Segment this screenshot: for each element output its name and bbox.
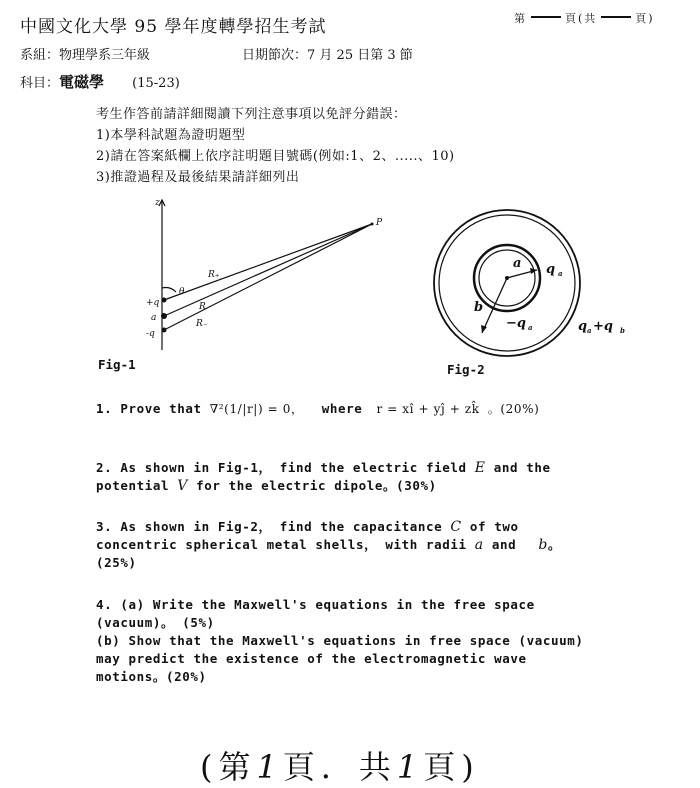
q2-potential: V — [177, 478, 188, 494]
fig1-r-label: R — [199, 302, 206, 312]
fig2-outer-q-plus: +q — [593, 319, 613, 334]
fig1-plus-charge — [162, 298, 167, 303]
fig1-minus-q-label: -q — [146, 329, 155, 339]
instruction-0: 考生作答前請詳細閱讀下列注意事項以免評分錯誤： — [96, 107, 407, 122]
question-3: 3. As shown in Fig-2， find the capacitance C of two concentric spherical metal shells， with radii a and b。 (25%) — [96, 519, 562, 570]
page-indicator: 第 頁(共 頁) — [514, 12, 655, 25]
fig2-a-label: a — [513, 256, 522, 271]
fig2-arrow-a — [530, 268, 537, 274]
instruction-1: 1)本學科試題為證明題型 — [96, 128, 246, 143]
question-4: 4. (a) Write the Maxwell's equations in the free space (vacuum)。 (5%) (b) Show that the Maxwell's equations in free space (vacuum) may predict the existence of the electromagnetic wave motions。(20%) — [96, 597, 584, 684]
fig1-theta-label: θ — [179, 287, 185, 297]
fig1-caption: Fig-1 — [98, 357, 136, 372]
fig2-center — [505, 276, 509, 280]
q1-laplacian: ∇²(1/|r|) = 0 — [209, 402, 291, 416]
fig2-arrow-b — [481, 325, 487, 333]
fig1-z-label: z — [155, 198, 160, 208]
fig1-point-p — [371, 223, 374, 226]
instruction-2: 2)請在答案紙欄上依序註明題目號碼(例如:1、2、.....、10) — [96, 149, 455, 164]
fig2-outer-q-sub1: a — [587, 326, 592, 335]
q1-position-vector: r = xî + yĵ + zk̂ — [376, 402, 480, 416]
fig1-theta-arc — [162, 288, 176, 293]
fig1-r-minus-label: R₋ — [196, 319, 208, 329]
fig1-minus-charge — [162, 328, 167, 333]
fig2-inner-shell-outer — [474, 245, 540, 311]
fig2-caption: Fig-2 — [447, 362, 485, 377]
department-line: 系組：物理學系三年級 — [20, 48, 151, 63]
fig2-outer-shell-inner — [439, 215, 575, 351]
fig2-inner-shell-inner — [479, 250, 535, 306]
fig2-outer-q-sub2: b — [620, 326, 625, 335]
instruction-3: 3)推證過程及最後結果請詳細列出 — [96, 170, 300, 185]
fig2-outer-shell-outer — [434, 210, 580, 356]
fig1-p-label: P — [376, 218, 383, 228]
fig1-r-plus-label: R₊ — [208, 270, 220, 280]
fig1-a-label: a — [151, 313, 157, 323]
fig2-b-label: b — [474, 300, 484, 315]
fig1-line-r-plus — [164, 224, 372, 300]
fig1-origin-dot — [161, 313, 167, 319]
question-2: 2. As shown in Fig-1， find the electric field E and the potential V for the electric dipole。(30%) — [96, 460, 551, 494]
subject-line: 科目：電磁學 (15-23) — [20, 73, 180, 91]
date-line: 日期節次：7 月 25 日第 3 節 — [242, 48, 413, 63]
question-1: 1. Prove that ∇²(1/|r|) = 0， where r = xî + yĵ + zk̂ 。(20%) — [96, 401, 540, 416]
q2-e-field: E — [474, 460, 486, 476]
fig2-radius-b — [482, 278, 507, 333]
fig1-line-r — [164, 224, 372, 316]
footer-page-count: (第1頁．共1頁) — [200, 748, 480, 786]
fig2-qa-sub: a — [558, 269, 563, 278]
fig2-qa-label: q — [546, 262, 556, 277]
q3-capacitance: C — [450, 519, 462, 535]
fig1-plus-q-label: +q — [146, 298, 160, 308]
fig1-line-r-minus — [164, 224, 372, 330]
fig2-neg-qa-label: −q — [506, 316, 526, 331]
fig2-neg-qa-sub: a — [528, 323, 533, 332]
exam-title: 中國文化大學 95 學年度轉學招生考試 — [20, 17, 327, 37]
fig2-outer-q-label: q — [578, 319, 588, 334]
fig1-z-arrow — [159, 200, 165, 206]
fig2-radius-a — [507, 270, 537, 278]
